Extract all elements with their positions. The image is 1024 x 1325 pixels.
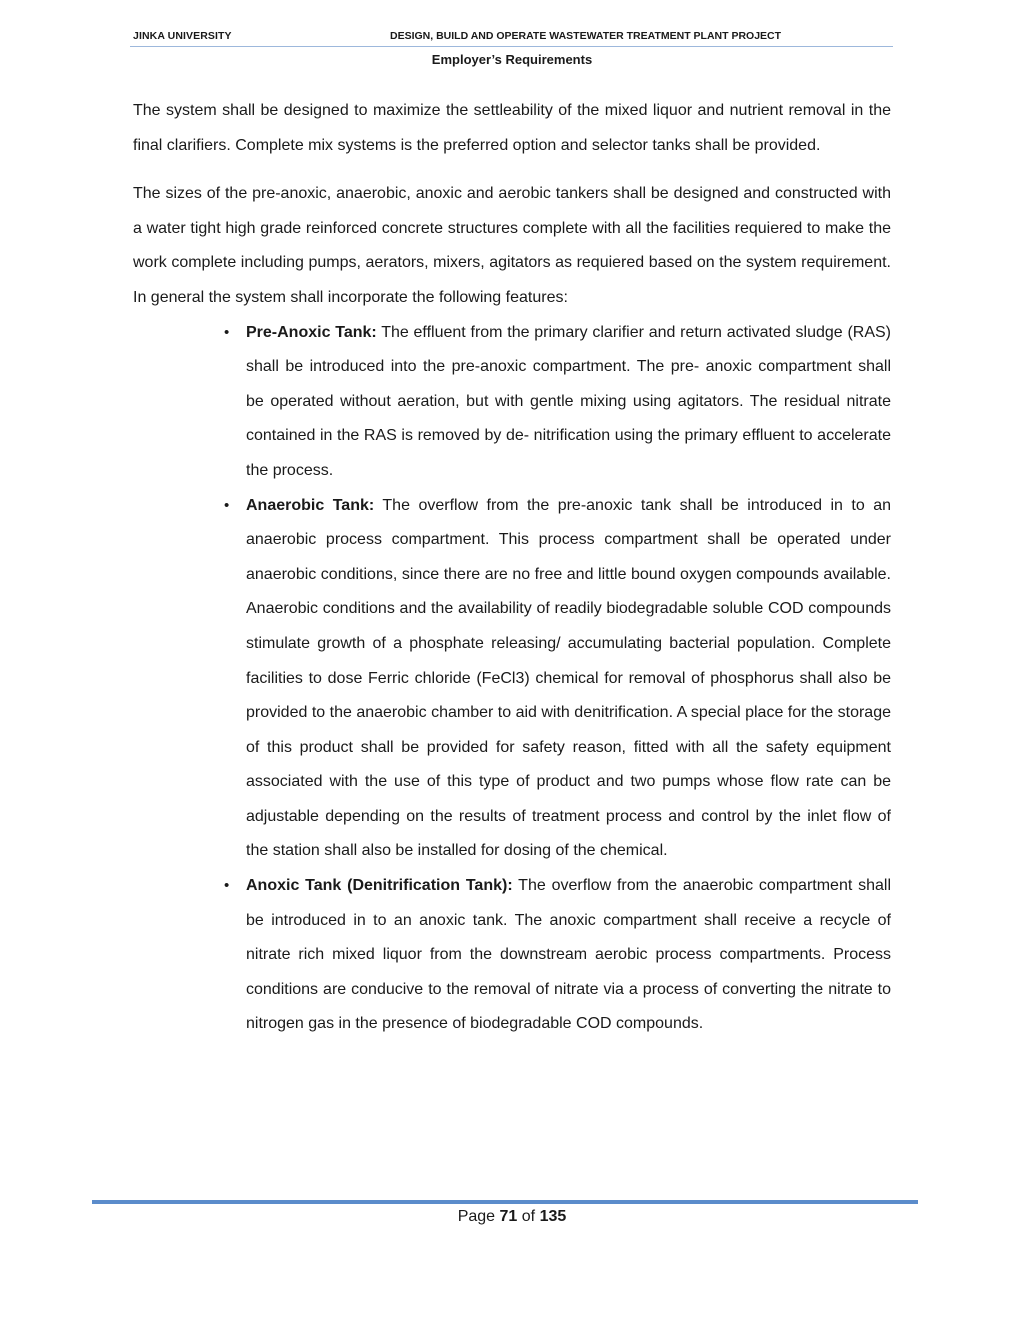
current-page: 71	[499, 1208, 518, 1225]
header-rule	[130, 46, 893, 47]
header-subtitle: Employer’s Requirements	[431, 52, 593, 67]
item-term: Anoxic Tank (Denitrification Tank):	[246, 877, 513, 895]
item-term: Pre-Anoxic Tank:	[246, 323, 377, 341]
document-body	[133, 94, 891, 1042]
total-pages: 135	[539, 1208, 567, 1225]
list-item	[224, 316, 891, 489]
bullet-icon: •	[224, 496, 230, 514]
item-text: The overflow from the pre-anoxic tank shall be introduced in to an anaerobic process compartment. This process compartment shall be operated under anaerobic conditions, since there are no free and little bound oxygen compounds available. Anaerobic conditions and the availability of readily biodegradable soluble COD compounds stimulate growth of a phosphate releasing/ accumulating bacterial population. Complete facilities to dose Ferric chloride (FeCl3) chemical for removal of phosphorus shall also be provided to the anaerobic chamber to aid with denitrification. A special place for the storage of this product shall be provided for safety reason, fitted with all the safety equipment associated with the use of this type of product and two pumps whose flow rate can be adjustable depending on the results of treatment process and control by the inlet flow of the station shall also be installed for dosing of the chemical.	[246, 496, 892, 860]
paragraph-2: The sizes of the pre-anoxic, anaerobic, anoxic and aerobic tankers shall be designed and constructed with a water tight high grade reinforced concrete structures complete with all the facilities requiered to make the work complete including pumps, aerators, mixers, agitators as requiered based on the system requirement. In general the system shall incorporate the following features:	[133, 185, 891, 306]
footer-rule	[92, 1200, 918, 1204]
feature-list	[133, 316, 891, 1042]
header-institution: JINKA UNIVERSITY	[133, 30, 232, 42]
list-item	[224, 869, 892, 1042]
item-text: The effluent from the primary clarifier and return activated sludge (RAS) shall be introduced into the pre-anoxic compartment. The pre- anoxic compartment shall be operated without aeration, but with gentle mixing using agitators. The residual nitrate contained in the RAS is removed by de- nitrification using the primary effluent to accelerate the process.	[246, 323, 891, 479]
item-term: Anaerobic Tank:	[246, 496, 375, 514]
page-number	[0, 1208, 1024, 1226]
item-text: The overflow from the anaerobic compartment shall be introduced in to an anoxic tank. The anoxic compartment shall receive a recycle of nitrate rich mixed liquor from the downstream aerobic process compartments. Process conditions are conducive to the removal of nitrate via a process of converting the nitrate to nitrogen gas in the presence of biodegradable COD compounds.	[246, 877, 892, 1033]
header-project-title: DESIGN, BUILD AND OPERATE WASTEWATER TREATMENT PLANT PROJECT	[390, 30, 782, 42]
bullet-icon: •	[224, 323, 230, 341]
paragraph-1: The system shall be designed to maximize the settleability of the mixed liquor and nutrient removal in the final clarifiers. Complete mix systems is the preferred option and selector tanks shall be provided.	[133, 102, 891, 154]
page-word: Page	[457, 1208, 496, 1225]
list-item	[224, 489, 892, 870]
bullet-icon: •	[224, 877, 230, 895]
of-word: of	[521, 1208, 536, 1225]
